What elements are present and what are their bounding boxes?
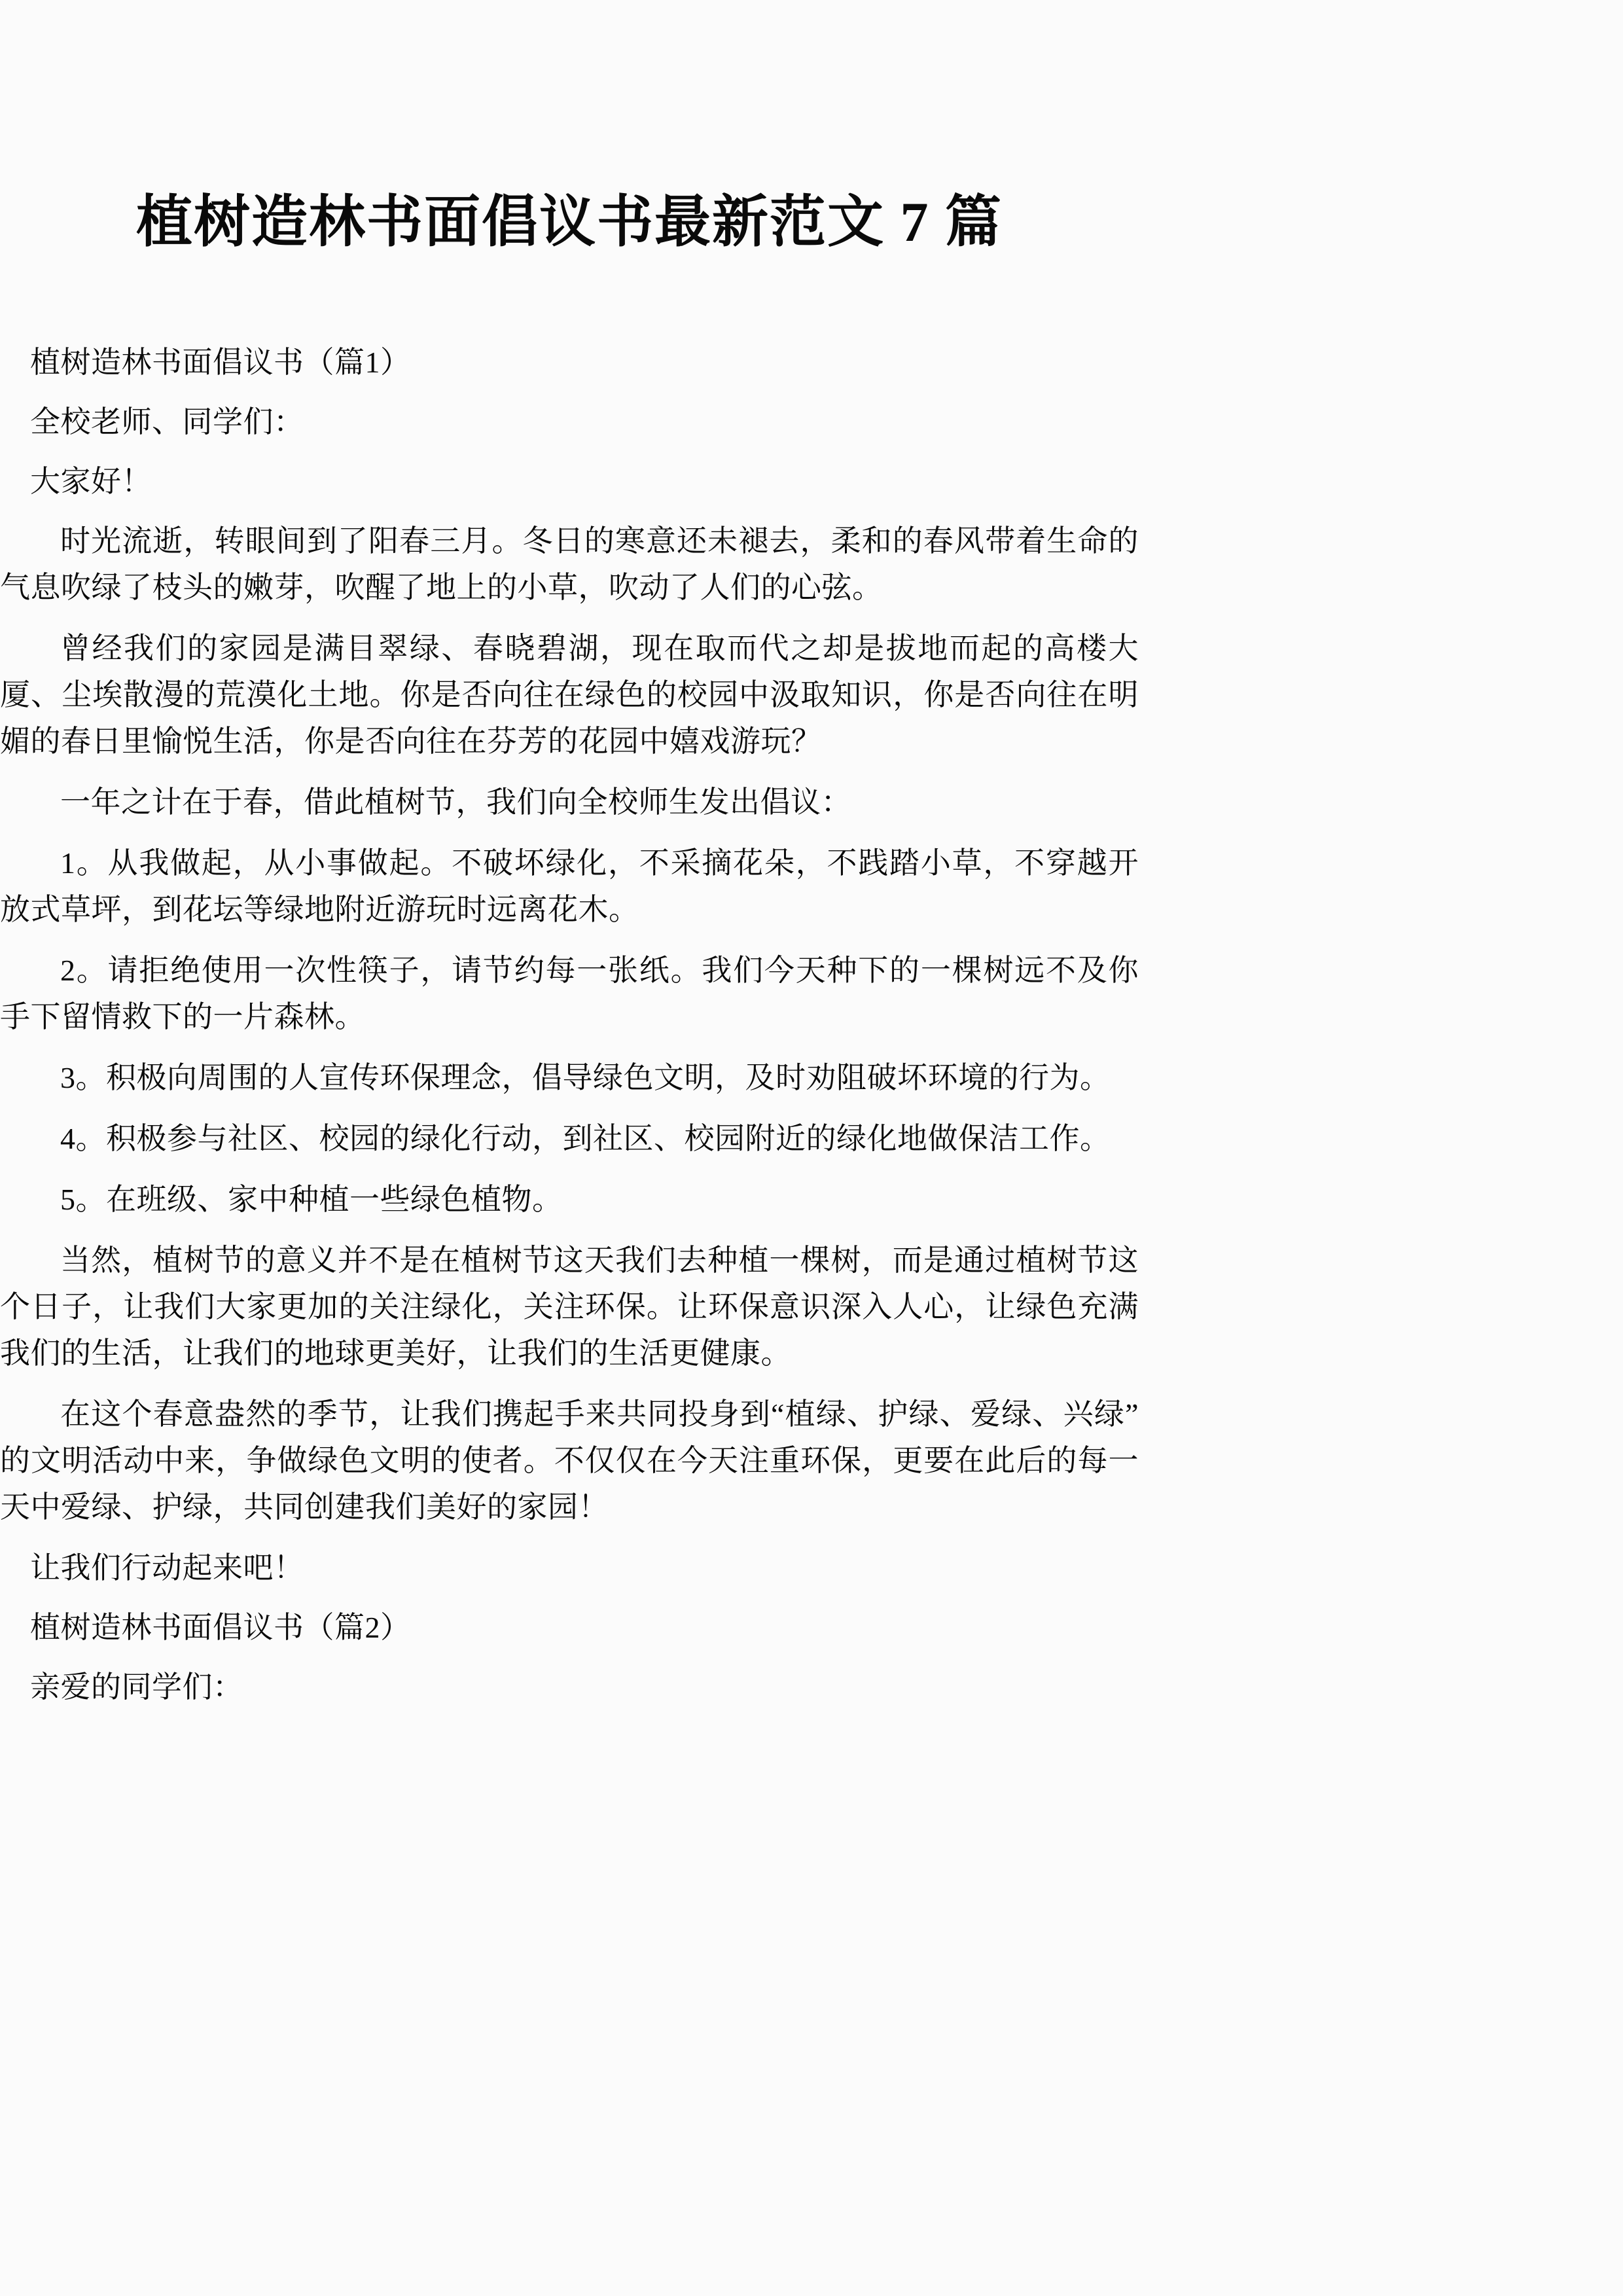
paragraph: 时光流逝，转眼间到了阳春三月。冬日的寒意还未褪去，柔和的春风带着生命的气息吹绿了枝头的嫩芽，吹醒了地上的小草，吹动了人们的心弦。 bbox=[0, 524, 1139, 604]
paragraph: 在这个春意盎然的季节，让我们携起手来共同投身到“植绿、护绿、爱绿、兴绿”的文明活动中来，争做绿色文明的使者。不仅仅在今天注重环保，更要在此后的每一天中爱绿、护绿，共同创建我们美好的家园！ bbox=[0, 1397, 1139, 1524]
list-item: 1。从我做起，从小事做起。不破坏绿化，不采摘花朵，不践踏小草，不穿越开放式草坪，到花坛等绿地附近游玩时远离花木。 bbox=[0, 846, 1139, 926]
document-line: 植树造林书面倡议书（篇2） bbox=[30, 1611, 411, 1644]
list-item: 5。在班级、家中种植一些绿色植物。 bbox=[60, 1183, 563, 1216]
list-item: 4。积极参与社区、校园的绿化行动，到社区、校园附近的绿化地做保洁工作。 bbox=[60, 1122, 1111, 1155]
document-line: 亲爱的同学们： bbox=[30, 1670, 243, 1704]
list-item: 2。请拒绝使用一次性筷子，请节约每一张纸。我们今天种下的一棵树远不及你手下留情救下的一片森林。 bbox=[0, 954, 1139, 1033]
paragraph: 曾经我们的家园是满目翠绿、春晓碧湖，现在取而代之却是拔地而起的高楼大厦、尘埃散漫的荒漠化土地。你是否向往在绿色的校园中汲取知识，你是否向往在明媚的春日里愉悦生活，你是否向往在芬芳的花园中嬉戏游玩？ bbox=[0, 632, 1139, 758]
document-body bbox=[0, 339, 1139, 1723]
document-line: 全校老师、同学们： bbox=[30, 405, 304, 439]
document-line: 植树造林书面倡议书（篇1） bbox=[30, 346, 411, 379]
paragraph: 当然，植树节的意义并不是在植树节这天我们去种植一棵树，而是通过植树节这个日子，让我们大家更加的关注绿化，关注环保。让环保意识深入人心，让绿色充满我们的生活，让我们的地球更美好，让我们的生活更健康。 bbox=[0, 1244, 1139, 1370]
paragraph: 一年之计在于春，借此植树节，我们向全校师生发出倡议： bbox=[60, 785, 851, 819]
page-title: 植树造林书面倡议书最新范文 7 篇 bbox=[136, 190, 1003, 253]
document-line: 让我们行动起来吧！ bbox=[30, 1551, 304, 1585]
list-item: 3。积极向周围的人宣传环保理念，倡导绿色文明，及时劝阻破坏环境的行为。 bbox=[60, 1061, 1111, 1094]
document-line: 大家好！ bbox=[30, 465, 152, 498]
